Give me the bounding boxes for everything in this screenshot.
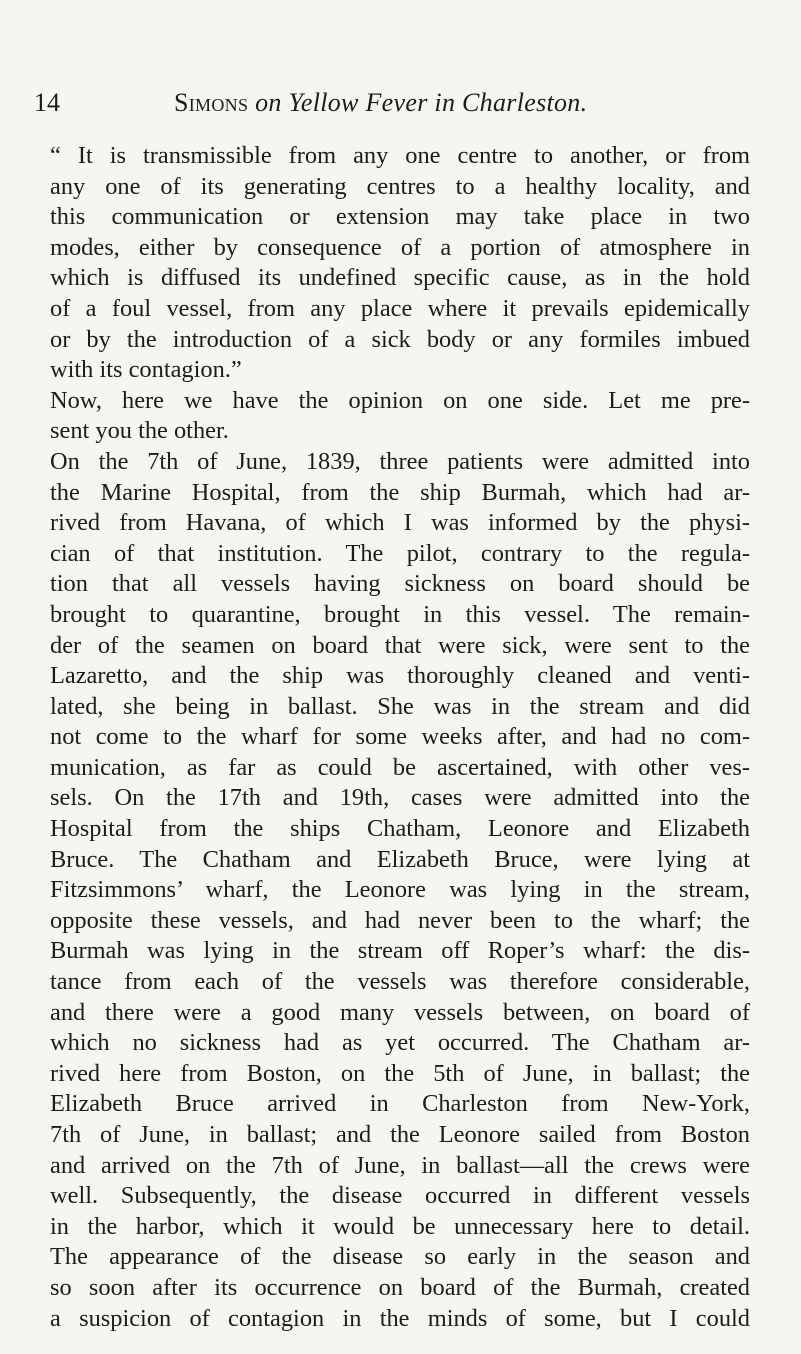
text-line: The appearance of the disease so early in the season and: [50, 1243, 750, 1271]
text-line: the Marine Hospital, from the ship Burmah, which had ar-: [50, 478, 750, 506]
text-line: tance from each of the vessels was therefore considerable,: [50, 968, 750, 996]
running-title: [174, 88, 587, 118]
running-title-author: Simons: [174, 88, 249, 117]
page-number: 14: [34, 88, 60, 117]
text-line: Elizabeth Bruce arrived in Charleston from New-York,: [50, 1090, 750, 1118]
text-line: sels. On the 17th and 19th, cases were admitted into the: [50, 784, 750, 812]
text-line: rived here from Boston, on the 5th of June, in ballast; the: [50, 1059, 750, 1087]
text-line: and there were a good many vessels between, on board of: [50, 998, 750, 1026]
running-header: [34, 88, 764, 118]
text-line: in the harbor, which it would be unnecessary here to detail.: [50, 1212, 750, 1240]
text-line: which is diffused its undefined specific cause, as in the hold: [50, 264, 750, 292]
text-line: any one of its generating centres to a healthy locality, and: [50, 172, 750, 200]
text-line: munication, as far as could be ascertained, with other ves-: [50, 753, 750, 781]
running-title-subject: on Yellow Fever in Charleston.: [255, 88, 588, 117]
text-line: sent you the other.: [50, 417, 229, 445]
text-line: of a foul vessel, from any place where it prevails epidemically: [50, 294, 750, 322]
text-line: or by the introduction of a sick body or any formiles imbued: [50, 325, 750, 353]
text-line: cian of that institution. The pilot, contrary to the regula-: [50, 539, 750, 567]
text-line: tion that all vessels having sickness on board should be: [50, 570, 750, 598]
body-text: [50, 141, 750, 1334]
text-line: 7th of June, in ballast; and the Leonore sailed from Boston: [50, 1121, 750, 1148]
text-line: this communication or extension may take place in two: [50, 203, 750, 231]
text-line: and arrived on the 7th of June, in ballast—all the crews were: [50, 1151, 750, 1179]
text-line: lated, she being in ballast. She was in the stream and did: [50, 692, 750, 720]
text-line: On the 7th of June, 1839, three patients were admitted into: [50, 447, 750, 475]
text-line: which no sickness had as yet occurred. The Chatham ar-: [50, 1029, 750, 1057]
text-line: Fitzsimmons’ wharf, the Leonore was lying in the stream,: [50, 876, 750, 904]
text-line: brought to quarantine, brought in this vessel. The remain-: [50, 600, 750, 628]
text-line: Now, here we have the opinion on one side. Let me pre-: [50, 386, 750, 414]
text-line: modes, either by consequence of a portion of atmosphere in: [50, 233, 750, 261]
text-line: Hospital from the ships Chatham, Leonore and Elizabeth: [50, 815, 750, 843]
text-line: with its contagion.”: [50, 356, 242, 384]
text-line: so soon after its occurrence on board of the Burmah, created: [50, 1273, 750, 1301]
text-line: Bruce. The Chatham and Elizabeth Bruce, were lying at: [50, 845, 750, 873]
text-line: Lazaretto, and the ship was thoroughly cleaned and venti-: [50, 662, 750, 690]
text-line: “ It is transmissible from any one centre to another, or from: [50, 142, 750, 169]
text-line: opposite these vessels, and had never been to the wharf; the: [50, 906, 750, 934]
text-line: der of the seamen on board that were sick, were sent to the: [50, 631, 750, 659]
text-line: a suspicion of contagion in the minds of some, but I could: [50, 1304, 750, 1332]
text-line: Burmah was lying in the stream off Roper’s wharf: the dis-: [50, 937, 750, 965]
text-line: well. Subsequently, the disease occurred in different vessels: [50, 1182, 750, 1210]
text-line: not come to the wharf for some weeks after, and had no com-: [50, 723, 750, 751]
text-line: rived from Havana, of which I was informed by the physi-: [50, 509, 750, 537]
